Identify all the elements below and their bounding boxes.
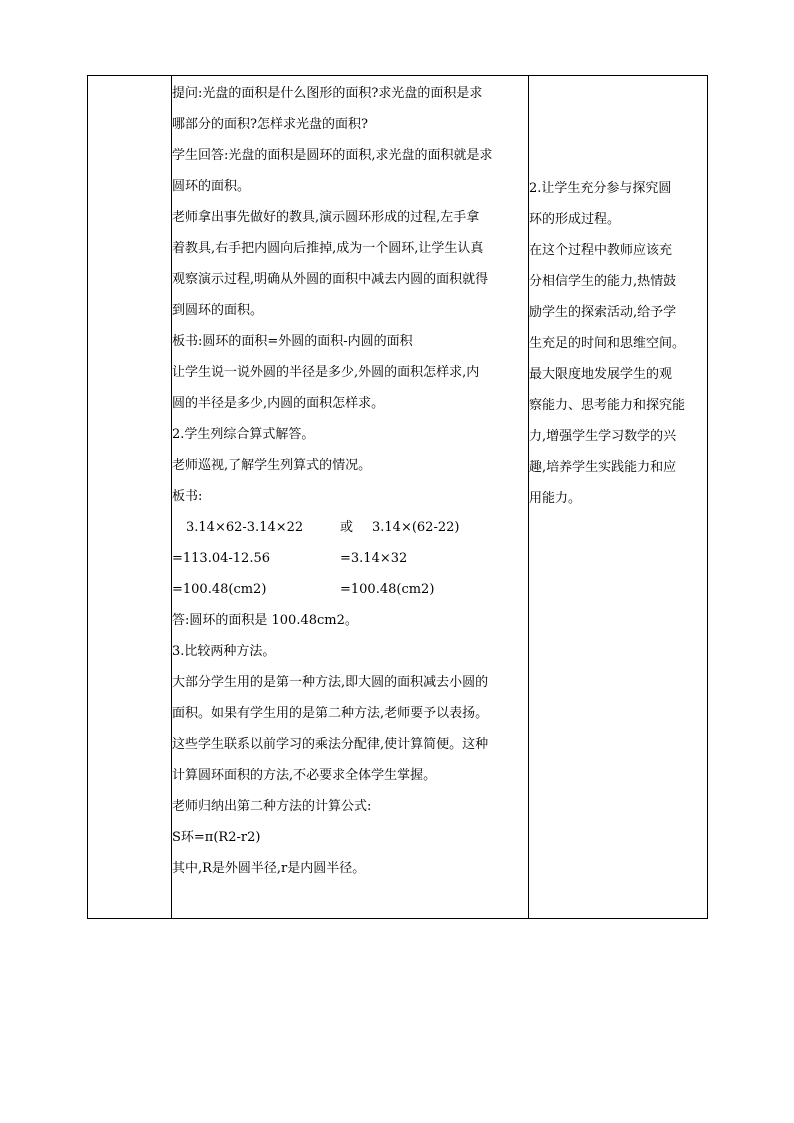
text-line: 到圆环的面积。 [172, 303, 264, 318]
calc-or: 或 [340, 520, 354, 535]
text-line: 用能力。 [529, 491, 582, 506]
text-line: 力,增强学生学习数学的兴 [529, 429, 677, 444]
text-line: 计算圆环面积的方法,不必要求全体学生掌握。 [172, 768, 437, 783]
calc-method-1: 3.14×62-3.14×22 [186, 520, 304, 535]
text-line: 面积。如果有学生用的是第二种方法,老师要予以表扬。 [172, 706, 489, 721]
text-line: 学生回答:光盘的面积是圆环的面积,求光盘的面积就是求 [172, 148, 493, 163]
text-line: 板书: [172, 489, 203, 504]
text-line: 圆的半径是多少,内圆的面积怎样求。 [172, 396, 385, 411]
text-line: 老师巡视,了解学生列算式的情况。 [172, 458, 372, 473]
text-line: 观察演示过程,明确从外圆的面积中减去内圆的面积就得 [172, 272, 489, 287]
text-line: 着教具,右手把内圆向后推掉,成为一个圆环,让学生认真 [172, 241, 484, 256]
text-line: 大部分学生用的是第一种方法,即大圆的面积减去小圆的 [172, 675, 489, 690]
text-line: 分相信学生的能力,热情鼓 [529, 274, 677, 289]
lesson-plan-table [87, 75, 708, 919]
calc-result: =100.48(cm2) [340, 582, 435, 597]
text-line: 答:圆环的面积是 100.48cm2。 [172, 613, 358, 628]
table-row [88, 76, 708, 919]
calculation-row [172, 574, 528, 605]
text-line: 最大限度地发展学生的观 [529, 367, 673, 382]
text-line: 这些学生联系以前学习的乘法分配律,使计算简便。这种 [172, 737, 489, 752]
text-line: 励学生的探索活动,给予学 [529, 305, 677, 320]
calc-step: =113.04-12.56 [172, 551, 270, 566]
calculation-row [172, 512, 528, 543]
calc-step: =3.14×32 [340, 551, 408, 566]
calculation-row [172, 543, 528, 574]
text-line: 环的形成过程。 [529, 212, 621, 227]
text-line: 板书:圆环的面积=外圆的面积-内圆的面积 [172, 334, 413, 349]
text-line: 察能力、思考能力和探究能 [529, 398, 686, 413]
formula-line: S环=π(R2-r2) [172, 830, 261, 845]
text-line: 让学生说一说外圆的半径是多少,外圆的面积怎样求,内 [172, 365, 480, 380]
empty-left-cell [88, 76, 172, 919]
calc-method-2: 3.14×(62-22) [372, 520, 460, 535]
text-line: 趣,培养学生实践能力和应 [529, 460, 677, 475]
text-line: 提问:光盘的面积是什么图形的面积?求光盘的面积是求 [172, 86, 483, 101]
text-line: 在这个过程中教师应该充 [529, 243, 673, 258]
teaching-process-cell [172, 76, 529, 919]
text-line: 老师归纳出第二种方法的计算公式: [172, 799, 372, 814]
text-line: 2.学生列综合算式解答。 [172, 427, 315, 442]
text-line: 2.让学生充分参与探究圆 [529, 181, 672, 196]
text-line: 哪部分的面积?怎样求光盘的面积? [172, 117, 368, 132]
text-line: 圆环的面积。 [172, 179, 251, 194]
text-line: 老师拿出事先做好的教具,演示圆环形成的过程,左手拿 [172, 210, 480, 225]
text-line: 3.比较两种方法。 [172, 644, 276, 659]
calc-result: =100.48(cm2) [172, 582, 267, 597]
text-line: 生充足的时间和思维空间。 [529, 336, 686, 351]
text-line: 其中,R是外圆半径,r是内圆半径。 [172, 861, 366, 876]
design-intent-cell [529, 76, 708, 919]
